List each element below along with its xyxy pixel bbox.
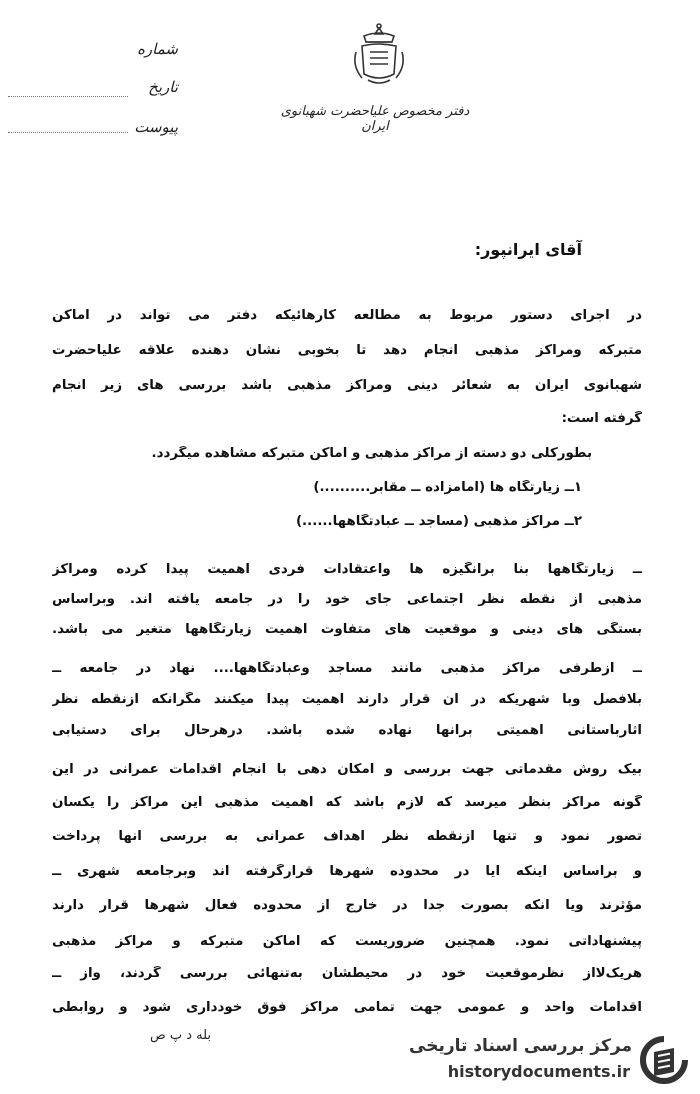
archive-logo-icon: [640, 1036, 688, 1084]
watermark-url: historydocuments.ir: [447, 1062, 630, 1081]
body-line: متبرکه ومراکز مذهبی انجام دهد تا بخوبی نشان دهنده علاقه علیاحضرت: [52, 343, 642, 358]
body-line: ــ زیارتگاهها بنا برانگیزه ها واعتقادات فردی اهمیت پیدا کرده ومراکز: [52, 562, 642, 577]
body-line: تصور نمود و تنها ازنقطه نظر اهداف عمرانی به بررسی آنها پرداخت: [52, 829, 642, 844]
body-line: بلافصل وبا شهریکه در آن قرار دارند اهمیت پیدا میکنند مگرآنکه ازنقطه نظر: [52, 692, 642, 707]
body-line: هریک‌لااز نظرموقعیت خود در محیطشان به‌تنهائی بررسی گردند، واز ــ: [52, 966, 642, 981]
salutation: آقای ایرانپور:: [474, 240, 582, 259]
watermark-title: مرکز بررسی اسناد تاریخی: [409, 1036, 632, 1056]
body-line: بیک روش مقدماتی جهت بررسی و امکان دهی با انجام اقدامات عمرانی در این: [52, 762, 642, 777]
royal-emblem-icon: [348, 22, 410, 88]
body-line: شهبانوی ایران به شعائر دینی ومراکز مذهبی باشد بررسی های زیر انجام: [52, 378, 642, 393]
attachment-dotted-line: [8, 132, 128, 133]
body-line: مؤثرند ویا آنکه بصورت جدا در خارج از محدوده فعال شهرها قرار دارند: [52, 898, 642, 913]
organization-name: دفتر مخصوص علیاحضرت شهبانوی ایران: [280, 104, 470, 134]
date-dotted-line: [8, 96, 128, 97]
body-line: بستگی های دینی و موقعیت های متفاوت اهمیت زیارتگاهها متغیر می باشد.: [52, 622, 642, 637]
body-line: گونه مراکز بنظر میرسد که لازم باشد که اهمیت مذهبی این مراکز را یکسان: [52, 795, 642, 810]
body-line: ــ ازطرفی مراکز مذهبی مانند مساجد وعبادتگاهها.... نهاد در جامعه ــ: [52, 661, 642, 676]
footer-note: بله د پ ص: [150, 1028, 212, 1043]
body-line: پیشنهاداتی نمود. همچنین ضروریست که اماکن متبرکه و مراکز مذهبی: [52, 934, 642, 949]
list-item: ۱ــ زیارتگاه ها (امامزاده ــ مقابر..........): [313, 480, 582, 495]
date-label: تاریخ: [148, 78, 178, 96]
body-line: بطورکلی دو دسته از مراکز مذهبی و اماکن متبرکه مشاهده میگردد.: [151, 446, 592, 461]
body-line: گرفته است:: [561, 411, 642, 426]
archive-watermark: [409, 1030, 694, 1090]
body-line: آثارباستانی اهمیتی برآنها نهاده شده باشد. درهرحال برای دستیابی: [52, 723, 642, 738]
list-item: ۲ــ مراکز مذهبی (مساجد ــ عبادتگاهها......): [295, 514, 582, 529]
number-label: شماره: [137, 40, 178, 58]
body-line: مذهبی از نقطه نظر اجتماعی جای خود را در جامعه یافته اند. وبراساس: [52, 592, 642, 607]
attachment-label: پیوست: [134, 118, 178, 136]
body-line: و براساس اینکه آیا در محدوده شهرها قرارگرفته اند وبرجامعه شهری ــ: [52, 864, 642, 879]
body-line: اقدامات واحد و عمومی جهت تمامی مراکز فوق خودداری شود و روابطی: [52, 1000, 642, 1015]
body-line: در اجرای دستور مربوط به مطالعه کارهائیکه دفتر می تواند در اماکن: [52, 308, 642, 323]
